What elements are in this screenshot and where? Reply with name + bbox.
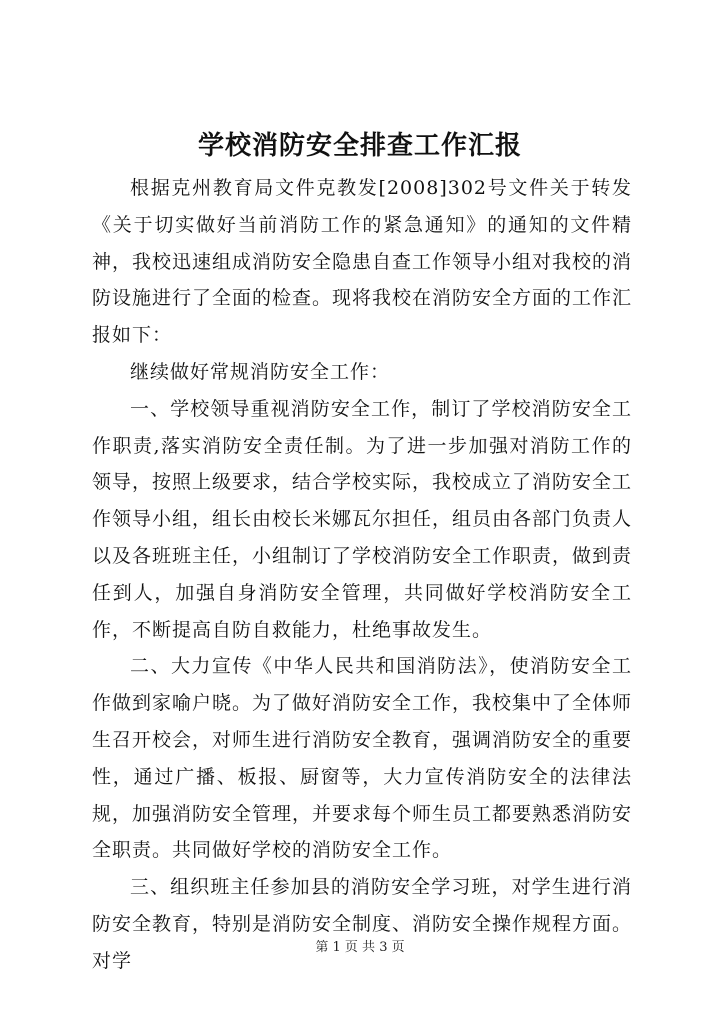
paragraph-intro: 根据克州教育局文件克教发[2008]302号文件关于转发《关于切实做好当前消防工作的紧急通知》的通知的文件精神，我校迅速组成消防安全隐患自查工作领导小组对我校的消防设施进行了全面的检查。现将我校在消防安全方面的工作汇报如下：: [92, 177, 633, 347]
paragraph-subheading: 继续做好常规消防安全工作：: [130, 360, 391, 383]
paragraph-section-3: 三、组织班主任参加县的消防安全学习班，对学生进行消防安全教育，特别是消防安全制度、消防安全操作规程方面。对学: [92, 876, 633, 972]
paragraph-section-2: 二、大力宣传《中华人民共和国消防法》，使消防安全工作做到家喻户晓。为了做好消防安全工作，我校集中了全体师生召开校会，对师生进行消防安全教育，强调消防安全的重要性，通过广播、板报、厨窗等，大力宣传消防安全的法律法规，加强消防安全管理，并要求每个师生员工都要熟悉消防安全职责。共同做好学校的消防安全工作。: [92, 655, 633, 862]
document-title: 学校消防安全排查工作汇报: [197, 131, 522, 161]
page-number-footer: 第 1 页 共 3 页: [315, 940, 405, 955]
document-body: [92, 170, 632, 980]
paragraph-section-1: 一、学校领导重视消防安全工作，制订了学校消防安全工作职责,落实消防安全责任制。为了进一步加强对消防工作的领导，按照上级要求，结合学校实际，我校成立了消防安全工作领导小组，组长由校长米娜瓦尔担任，组员由各部门负责人以及各班班主任，小组制订了学校消防安全工作职责，做到责任到人，加强自身消防安全管理，共同做好学校消防安全工作，不断提高自防自救能力，杜绝事故发生。: [92, 397, 633, 641]
